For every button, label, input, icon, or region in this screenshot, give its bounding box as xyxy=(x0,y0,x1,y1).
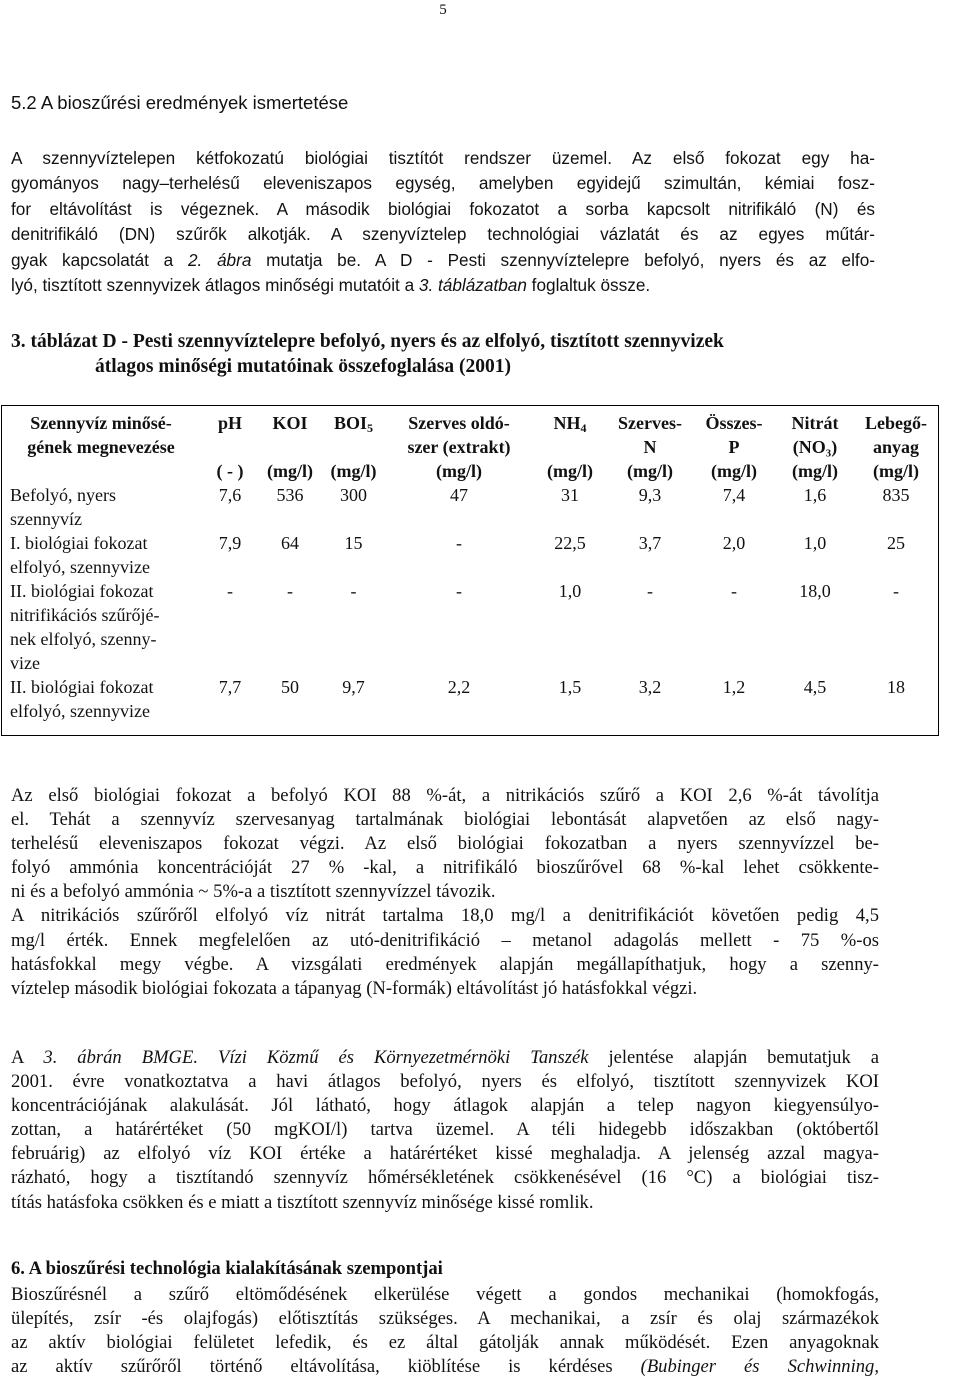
text-line xyxy=(11,1355,879,1379)
text-line: zottan, a határértéket (50 mgKOI/l) tartva üzemel. A téli hidegebb időszakban (októbertől xyxy=(11,1119,879,1141)
header-text: szer (extrakt) xyxy=(407,437,511,457)
table-cell: 9,3 xyxy=(638,485,662,505)
header-text: (NO₃) xyxy=(792,437,838,457)
column-header-szerves-n xyxy=(608,405,692,459)
table-cell: 3,7 xyxy=(638,533,662,553)
unit-cell: (mg/l) xyxy=(627,461,673,481)
results-paragraph xyxy=(11,784,879,1001)
label-text: Befolyó, nyers xyxy=(10,485,116,505)
table-cell: 7,6 xyxy=(218,485,242,505)
text-line: ülepítés, zsír -és olajfogás) előtisztítás szükséges. A mechanikai, a zsír és olaj származékok xyxy=(11,1308,879,1330)
table-cell: 3,2 xyxy=(638,677,662,697)
table-reference: 3. táblázatban xyxy=(418,275,527,296)
text-line: 2001. évre vonatkoztatva a havi átlagos befolyó, nyers és elfolyó, tisztított szennyvizek KOI xyxy=(11,1071,879,1093)
text-line: Az első biológiai fokozat a befolyó KOI 88 %-át, a nitrikációs szűrő a KOI 2,6 %-át távolítja xyxy=(11,785,879,806)
text-run: lyó, tisztított szennyvizek átlagos minőségi mutatóit a xyxy=(11,275,419,296)
table-cell: 536 xyxy=(276,485,304,505)
header-text: KOI xyxy=(272,413,308,433)
label-text: II. biológiai fokozat xyxy=(10,677,154,697)
table-cell: - xyxy=(287,581,293,601)
table-cell: 64 xyxy=(281,533,299,553)
table-cell: 1,5 xyxy=(558,677,582,697)
text-line xyxy=(11,1046,879,1070)
text-line: A szennyvíztelepen kétfokozatú biológiai tisztítót rendszer üzemel. Az első fokozat egy ha- xyxy=(11,148,875,168)
column-header-ph xyxy=(201,405,259,459)
intro-paragraph xyxy=(11,146,875,298)
text-line: hatásfokkal megy végbe. A vizsgálati eredmények alapján megállapíthatjuk, hogy a szenny- xyxy=(11,953,879,975)
text-line: for eltávolítást is végeznek. A második biológiai fokozatot a sorba kapcsolt nitrifikáló (N) és xyxy=(11,198,875,219)
column-header-nh4 xyxy=(532,405,608,459)
label-text: szennyvíz xyxy=(10,509,82,529)
table-cell: 1,0 xyxy=(558,581,582,601)
unit-cell: (mg/l) xyxy=(547,461,593,481)
table-cell: - xyxy=(227,581,233,601)
label-text: elfolyó, szennyvize xyxy=(10,701,150,721)
table-cell: 7,4 xyxy=(722,485,746,505)
text-run: foglaltuk össze. xyxy=(526,275,651,296)
column-header-nitrat xyxy=(776,405,854,459)
figure-description-paragraph xyxy=(11,1046,879,1215)
table-cell: 50 xyxy=(281,677,299,697)
text-line: terhelésű eleveniszapos fokozat végzi. Az első biológiai fokozatban a nyers szennyvízzel be- xyxy=(11,833,879,855)
row-label xyxy=(1,675,201,723)
table-cell: 9,7 xyxy=(342,677,365,697)
text-run: jelentése alapján bemutatjuk a xyxy=(588,1047,879,1068)
table-cell: - xyxy=(456,533,462,553)
table-row xyxy=(1,531,938,579)
page-number: 5 xyxy=(439,2,447,18)
figure-reference: 2. ábra xyxy=(187,249,252,270)
table-cell: 25 xyxy=(887,533,905,553)
table-unit-row xyxy=(1,459,938,483)
table-cell: 47 xyxy=(450,485,468,505)
header-text: Nitrát xyxy=(791,413,839,433)
header-subscript: 5 xyxy=(367,421,373,435)
text-line: az aktív biológiai felületet lefedik, és ez által gátolják annak működését. Ezen anyagoknak xyxy=(11,1332,879,1354)
table-cell: 18,0 xyxy=(799,581,831,601)
table-cell: 4,5 xyxy=(803,677,827,697)
table-cell: 1,0 xyxy=(803,533,827,553)
text-line: Bioszűrésnél a szűrő eltömődésének elkerülése végett a gondos mechanikai (homokfogás, xyxy=(11,1284,879,1305)
table-cell: 300 xyxy=(340,485,367,505)
table-row xyxy=(1,483,938,531)
table-row xyxy=(1,579,938,675)
header-text: P xyxy=(728,437,740,457)
header-text: Lebegő- xyxy=(865,413,927,433)
label-text: nek elfolyó, szenny- xyxy=(10,629,157,649)
table-cell: 7,9 xyxy=(218,533,242,553)
text-line: gyományos nagy–terhelésű eleveniszapos egység, amelyben egyidejű szimultán, kémiai fosz- xyxy=(11,173,875,194)
column-header-lebegoanyag xyxy=(854,405,938,459)
header-text: NH xyxy=(553,413,581,433)
text-line xyxy=(11,248,875,273)
column-header-koi xyxy=(259,405,321,459)
table-cell: 2,2 xyxy=(447,677,471,697)
table-cell: - xyxy=(731,581,737,601)
header-text: Szerves oldó- xyxy=(408,413,510,433)
table-caption-line2: átlagos minőségi mutatóinak összefoglalása (2001) xyxy=(95,356,511,377)
row-label xyxy=(1,531,201,579)
table-header-row xyxy=(1,405,938,459)
table-caption-line1: 3. táblázat D - Pesti szennyvíztelepre befolyó, nyers és az elfolyó, tisztított szennyvizek xyxy=(11,331,724,352)
table-row xyxy=(1,675,938,723)
table-cell: - xyxy=(893,581,899,601)
text-line: rázható, hogy a tisztítandó szennyvíz hőmérsékletének csökkenésével (16 °C) a biológiai tisz- xyxy=(11,1167,879,1189)
unit-cell-empty xyxy=(1,459,201,483)
table-cell: 1,6 xyxy=(803,485,827,505)
header-text: Összes- xyxy=(705,413,763,433)
unit-cell: ( - ) xyxy=(216,461,244,481)
table-cell: 1,2 xyxy=(722,677,746,697)
column-header-osszes-p xyxy=(692,405,776,459)
table-cell: 15 xyxy=(344,533,363,553)
text-line: víztelep második biológiai fokozata a tápanyag (N-formák) eltávolítást jó hatásfokkal végzi. xyxy=(11,977,698,999)
row-label xyxy=(1,579,201,675)
header-subscript: 4 xyxy=(580,421,587,435)
table-cell: 835 xyxy=(882,485,910,505)
text-run: A xyxy=(11,1047,44,1068)
text-line xyxy=(11,273,875,298)
header-text: Szennyvíz minősé- xyxy=(30,413,172,433)
unit-cell: (mg/l) xyxy=(267,461,313,481)
text-run: gyak kapcsolatát a xyxy=(11,249,188,270)
citation: (Bubinger és Schwinning, xyxy=(640,1356,879,1378)
label-text: I. biológiai fokozat xyxy=(10,533,148,553)
table-cell: - xyxy=(350,581,357,601)
unit-cell: (mg/l) xyxy=(436,461,482,481)
text-line: februárig) az elfolyó víz KOI értéke a határértéket kissé meghaladja. A jelenség azzal magya- xyxy=(11,1143,879,1165)
technology-paragraph xyxy=(11,1283,879,1379)
unit-cell: (mg/l) xyxy=(873,461,919,481)
column-header-boi5 xyxy=(321,405,386,459)
label-text: II. biológiai fokozat xyxy=(10,581,154,601)
text-run: mutatja be. A D - Pesti szennyvíztelepre befolyó, nyers és az elfo- xyxy=(251,249,875,270)
table-cell: 31 xyxy=(561,485,579,505)
unit-cell: (mg/l) xyxy=(711,461,757,481)
text-line: denitrifikáló (DN) szűrők alkotják. A szenyvíztelep technológiai vázlatát és az egyes műtár- xyxy=(11,224,875,245)
text-line: mg/l érték. Ennek megfelelően az utó-denitrifikáció – metanol adagolás mellett - 75 %-os xyxy=(11,929,879,951)
quality-table xyxy=(1,405,938,723)
table-cell: 22,5 xyxy=(554,533,586,553)
header-text: BOI xyxy=(333,413,367,433)
column-header-name xyxy=(1,405,201,459)
header-text: Szerves- xyxy=(618,413,682,433)
text-line: el. Tehát a szennyvíz szervesanyag tartalmának biológiai lebontását alapvetően az első nagy- xyxy=(11,809,879,831)
section-heading-6: 6. A bioszűrési technológia kialakításának szempontjai xyxy=(11,1258,443,1279)
text-line: A nitrikációs szűrőről elfolyó víz nitrát tartalma 18,0 mg/l a denitrifikációt követően pedig 4,5 xyxy=(11,905,879,927)
table-cell: 18 xyxy=(887,677,905,697)
header-text: N xyxy=(643,437,657,457)
label-text: elfolyó, szennyvize xyxy=(10,557,150,577)
row-label xyxy=(1,483,201,531)
unit-cell: (mg/l) xyxy=(792,461,838,481)
text-line: títás hatásfoka csökken és e miatt a tisztított szennyvíz minősége kissé romlik. xyxy=(11,1191,594,1213)
header-text: pH xyxy=(217,413,242,433)
text-line: koncentrációjának alakulását. Jól látható, hogy átlagok alapján a telep nagyon kiegyensúlyo- xyxy=(11,1095,879,1117)
text-line: ni és a befolyó ammónia ~ 5%-a a tisztított szennyvízzel távozik. xyxy=(11,881,496,903)
text-run: az aktív szűrőről történő eltávolítása, kiöblítése is kérdéses xyxy=(11,1356,641,1378)
column-header-extrakt xyxy=(386,405,532,459)
table-cell: 7,7 xyxy=(218,677,242,697)
header-text: anyag xyxy=(872,437,919,457)
label-text: nitrifikációs szűrőjé- xyxy=(10,605,160,625)
table-cell: - xyxy=(456,581,462,601)
table-cell: - xyxy=(647,581,653,601)
table-cell: 2,0 xyxy=(722,533,746,553)
unit-cell: (mg/l) xyxy=(330,461,377,481)
label-text: vize xyxy=(10,653,40,673)
section-heading: 5.2 A bioszűrési eredmények ismertetése xyxy=(11,92,349,113)
text-line: folyó ammónia koncentrációját 27 % -kal, a nitrifikáló bioszűrővel 68 %-kal lehet csökkente- xyxy=(11,857,879,879)
header-text: gének megnevezése xyxy=(27,437,175,457)
figure-reference: 3. ábrán BMGE. Vízi Közmű és Környezetmérnöki Tanszék xyxy=(43,1047,589,1068)
